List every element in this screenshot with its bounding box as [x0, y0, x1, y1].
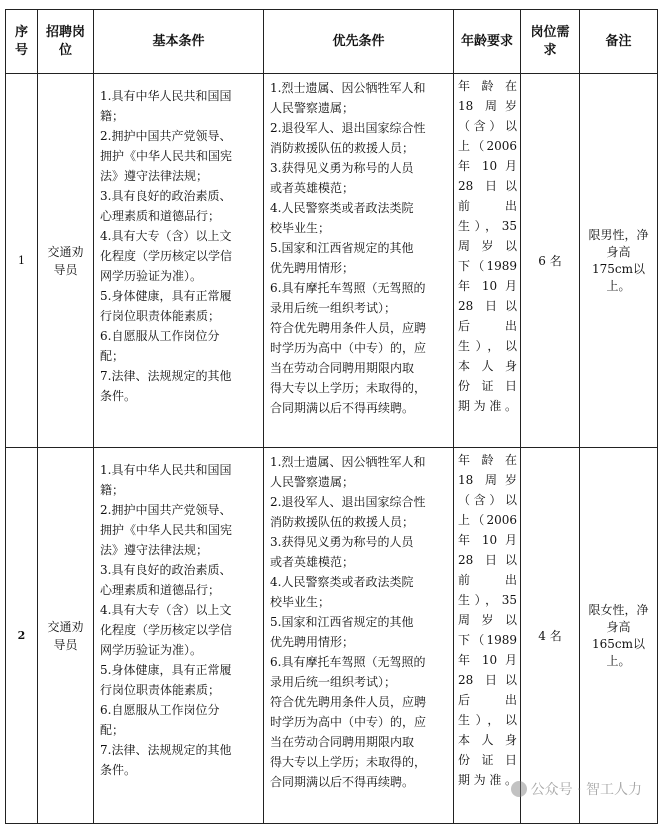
cell-line: 1.具有中华人民共和国国 — [100, 463, 232, 477]
cell-line: 或者英雄模范； — [270, 181, 355, 195]
cell-line: 符合优先聘用条件人员，应聘 — [270, 321, 427, 335]
cell-line: 2.退役军人、退出国家综合性 — [270, 121, 426, 135]
cell-line: 配； — [100, 349, 125, 363]
row-remark: 限女性，净身高 165cm以上。 — [580, 448, 658, 824]
cell-line: 法》遵守法律法规； — [100, 169, 209, 183]
cell-line: 生），以 — [458, 339, 517, 353]
cell-line: 周岁以 — [458, 239, 517, 253]
cell-line: 人民警察遗属； — [270, 475, 355, 489]
cell-line: 时学历为高中（中专）的，应 — [270, 341, 427, 355]
cell-line: 人民警察遗属； — [270, 101, 355, 115]
cell-line: 6.具有摩托车驾照（无驾照的 — [270, 281, 426, 295]
cell-line: 5.国家和江西省规定的其他 — [270, 615, 414, 629]
recruitment-table — [5, 9, 658, 824]
wechat-logo-icon — [511, 781, 527, 797]
cell-line: 上（2006 — [458, 513, 517, 527]
cell-line: 录用后统一组织考试）； — [270, 675, 397, 689]
header-basic: 基本条件 — [94, 10, 264, 74]
cell-line: 18 周岁 — [458, 473, 517, 487]
cell-line: 28 日以 — [458, 179, 517, 193]
cell-line: 前 出 — [458, 199, 517, 213]
cell-line: 1.烈士遗属、因公牺牲军人和 — [270, 455, 426, 469]
cell-line: 拥护《中华人民共和国宪 — [100, 149, 233, 163]
cell-line: 合同期满以后不得再续聘。 — [270, 775, 415, 789]
header-post: 招聘岗位 — [38, 10, 94, 74]
cell-line: 生），35 — [458, 593, 517, 607]
cell-line: 时学历为高中（中专）的，应 — [270, 715, 427, 729]
row-basic-conditions — [94, 74, 264, 448]
row-basic-conditions — [94, 448, 264, 824]
cell-line: 年龄在 — [458, 79, 517, 93]
cell-line: 校毕业生； — [270, 221, 331, 235]
header-need: 岗位需求 — [521, 10, 580, 74]
cell-line: 期为准。 — [458, 399, 517, 413]
cell-line: 2.拥护中国共产党领导、 — [100, 129, 232, 143]
row-post-need: 4 名 — [521, 448, 580, 824]
cell-line: 年 10 月 — [458, 533, 517, 547]
cell-line: 份证日 — [458, 753, 517, 767]
cell-line: 本人身 — [458, 733, 517, 747]
cell-line: 5.身体健康，具有正常履 — [100, 663, 232, 677]
cell-line: 下（1989 — [458, 259, 517, 273]
header-age: 年龄要求 — [454, 10, 521, 74]
header-seq: 序号 — [6, 10, 38, 74]
cell-line: 行岗位职责体能素质； — [100, 683, 221, 697]
cell-line: 上（2006 — [458, 139, 517, 153]
cell-line: 籍； — [100, 483, 125, 497]
cell-line: 2.拥护中国共产党领导、 — [100, 503, 232, 517]
cell-line: 消防救援队伍的救援人员； — [270, 515, 415, 529]
watermark-text: 公众号 · 智工人力 — [530, 782, 642, 798]
cell-line: 年 10 月 — [458, 653, 517, 667]
row-seq: 2 — [6, 448, 38, 824]
cell-line: 后 出 — [458, 319, 517, 333]
cell-line: 法》遵守法律法规； — [100, 543, 209, 557]
cell-line: 网学历验证为准）。 — [100, 269, 203, 283]
row-age-requirement — [454, 448, 521, 824]
cell-line: 期为准。 — [458, 773, 517, 787]
cell-line: 年 10 月 — [458, 279, 517, 293]
cell-line: 心理素质和道德品行； — [100, 209, 221, 223]
cell-line: 5.身体健康，具有正常履 — [100, 289, 232, 303]
cell-line: （含）以 — [458, 493, 517, 507]
cell-line: 行岗位职责体能素质； — [100, 309, 221, 323]
cell-line: （含）以 — [458, 119, 517, 133]
row-priority-conditions — [264, 448, 454, 824]
cell-line: 6.具有摩托车驾照（无驾照的 — [270, 655, 426, 669]
cell-line: 4.人民警察类或者政法类院 — [270, 575, 414, 589]
row-post-need: 6 名 — [521, 74, 580, 448]
cell-line: 优先聘用情形； — [270, 635, 355, 649]
cell-line: 前 出 — [458, 573, 517, 587]
cell-line: 28 日以 — [458, 673, 517, 687]
cell-line: 周岁以 — [458, 613, 517, 627]
cell-line: 条件。 — [100, 389, 137, 403]
cell-line: 28 日以 — [458, 553, 517, 567]
cell-line: 年龄在 — [458, 453, 517, 467]
cell-line: 符合优先聘用条件人员，应聘 — [270, 695, 427, 709]
cell-line: 生），以 — [458, 713, 517, 727]
cell-line: 得大专以上学历；未取得的， — [270, 755, 427, 769]
row-seq: 1 — [6, 74, 38, 448]
cell-line: 5.国家和江西省规定的其他 — [270, 241, 414, 255]
cell-line: 得大专以上学历；未取得的， — [270, 381, 427, 395]
row-post: 交通劝导员 — [38, 74, 94, 448]
cell-line: 3.获得见义勇为称号的人员 — [270, 161, 414, 175]
header-remark: 备注 — [580, 10, 658, 74]
cell-line: 当在劳动合同聘用期限内取 — [270, 735, 415, 749]
row-priority-conditions — [264, 74, 454, 448]
cell-line: 网学历验证为准）。 — [100, 643, 203, 657]
watermark — [511, 779, 642, 799]
row-age-requirement — [454, 74, 521, 448]
cell-line: 6.自愿服从工作岗位分 — [100, 703, 220, 717]
cell-line: 18 周岁 — [458, 99, 517, 113]
table-row — [6, 74, 658, 448]
cell-line: 4.具有大专（含）以上文 — [100, 229, 232, 243]
cell-line: 7.法律、法规规定的其他 — [100, 743, 232, 757]
cell-line: 3.获得见义勇为称号的人员 — [270, 535, 414, 549]
cell-line: 本人身 — [458, 359, 517, 373]
cell-line: 条件。 — [100, 763, 137, 777]
cell-line: 拥护《中华人民共和国宪 — [100, 523, 233, 537]
cell-line: 3.具有良好的政治素质、 — [100, 563, 232, 577]
row-post: 交通劝导员 — [38, 448, 94, 824]
row-remark: 限男性，净身高 175cm以上。 — [580, 74, 658, 448]
cell-line: 配； — [100, 723, 125, 737]
cell-line: 生），35 — [458, 219, 517, 233]
cell-line: 4.人民警察类或者政法类院 — [270, 201, 414, 215]
cell-line: 籍； — [100, 109, 125, 123]
cell-line: 下（1989 — [458, 633, 517, 647]
cell-line: 4.具有大专（含）以上文 — [100, 603, 232, 617]
cell-line: 合同期满以后不得再续聘。 — [270, 401, 415, 415]
cell-line: 消防救援队伍的救援人员； — [270, 141, 415, 155]
cell-line: 校毕业生； — [270, 595, 331, 609]
cell-line: 3.具有良好的政治素质、 — [100, 189, 232, 203]
cell-line: 年 10 月 — [458, 159, 517, 173]
table-row — [6, 448, 658, 824]
cell-line: 录用后统一组织考试）； — [270, 301, 397, 315]
cell-line: 1.具有中华人民共和国国 — [100, 89, 232, 103]
header-row — [6, 10, 658, 74]
cell-line: 当在劳动合同聘用期限内取 — [270, 361, 415, 375]
cell-line: 7.法律、法规规定的其他 — [100, 369, 232, 383]
cell-line: 后 出 — [458, 693, 517, 707]
cell-line: 份证日 — [458, 379, 517, 393]
cell-line: 2.退役军人、退出国家综合性 — [270, 495, 426, 509]
cell-line: 或者英雄模范； — [270, 555, 355, 569]
cell-line: 1.烈士遗属、因公牺牲军人和 — [270, 81, 426, 95]
cell-line: 化程度（学历核定以学信 — [100, 249, 233, 263]
header-priority: 优先条件 — [264, 10, 454, 74]
cell-line: 心理素质和道德品行； — [100, 583, 221, 597]
cell-line: 6.自愿服从工作岗位分 — [100, 329, 220, 343]
cell-line: 化程度（学历核定以学信 — [100, 623, 233, 637]
cell-line: 28 日以 — [458, 299, 517, 313]
cell-line: 优先聘用情形； — [270, 261, 355, 275]
